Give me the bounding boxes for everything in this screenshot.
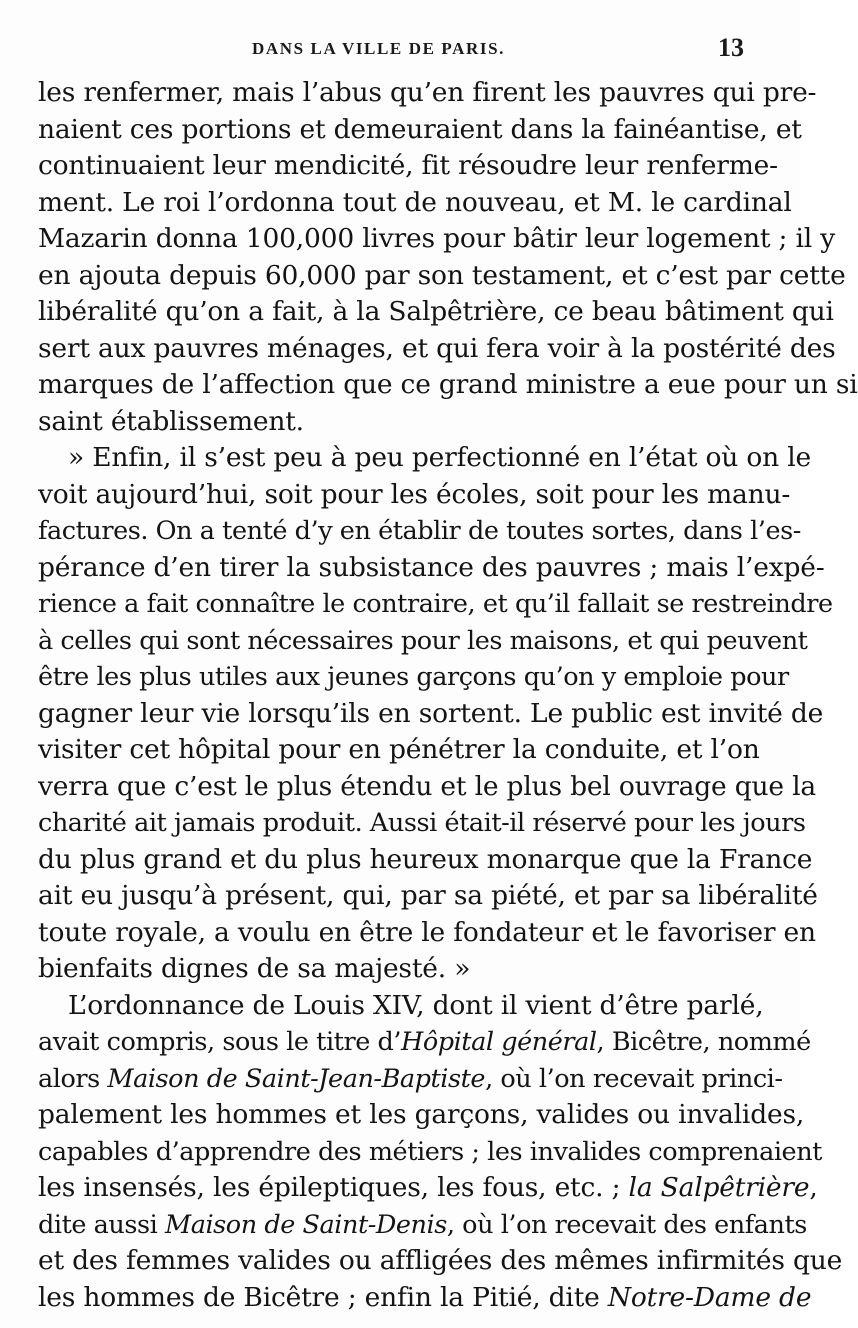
text-line: capables d’apprendre des métiers ; les invalides comprenaient [38, 1136, 822, 1167]
text-line: ment. Le roi l’ordonna tout de nouveau, et M. le cardinal [38, 186, 792, 218]
text-line: sert aux pauvres ménages, et qui fera voir à la postérité des [38, 332, 836, 364]
text-line: verra que c’est le plus étendu et le plus bel ouvrage que la [38, 770, 816, 802]
text-line: les insensés, les épileptiques, les fous, etc. ; la Salpêtrière, [38, 1172, 818, 1203]
text-line: être les plus utiles aux jeunes garçons qu’on y emploie pour [38, 662, 789, 692]
text-line: les renfermer, mais l’abus qu’en firent les pauvres qui pre- [38, 77, 817, 108]
running-title: DANS LA VILLE DE PARIS. [252, 39, 505, 58]
text-line: gagner leur vie lorsqu’ils en sortent. Le public est invité de [38, 697, 824, 729]
text-line: » Enfin, il s’est peu à peu perfectionné en l’état où on le [68, 442, 811, 473]
text-line: rience a fait connaître le contraire, et qu’il fallait se restreindre [38, 589, 833, 619]
text-line: L’ordonnance de Louis XIV, dont il vient d’être parlé, [68, 989, 764, 1021]
text-line: palement les hommes et les garçons, valides ou invalides, [38, 1099, 805, 1130]
text-line: bienfaits dignes de sa majesté. » [38, 953, 471, 984]
text-line: ait eu jusqu’à présent, qui, par sa piété, et par sa libéralité [38, 880, 818, 911]
text-line: les hommes de Bicêtre ; enfin la Pitié, dite Notre-Dame de [38, 1281, 812, 1313]
text-line: charité ait jamais produit. Aussi était-il réservé pour les jours [38, 808, 806, 838]
text-line: avait compris, sous le titre d’Hôpital général, Bicêtre, nommé [38, 1027, 811, 1057]
text-line: naient ces portions et demeuraient dans la fainéantise, et [38, 113, 802, 145]
text-line: pérance d’en tirer la subsistance des pauvres ; mais l’expé- [38, 551, 825, 583]
text-line: à celles qui sont nécessaires pour les maisons, et qui peuvent [38, 625, 808, 656]
text-line: du plus grand et du plus heureux monarque que la France [38, 843, 813, 875]
body-text [38, 75, 858, 1316]
text-line: libéralité qu’on a fait, à la Salpêtrière, ce beau bâtiment qui [38, 296, 834, 327]
text-line: Mazarin donna 100,000 livres pour bâtir leur logement ; il y [38, 223, 836, 254]
text-line: visiter cet hôpital pour en pénétrer la conduite, et l’on [38, 734, 760, 765]
page-number: 13 [718, 33, 744, 62]
text-line: en ajouta depuis 60,000 par son testament, et c’est par cette [38, 259, 846, 291]
text-line: et des femmes valides ou affligées des mêmes infirmités que [38, 1245, 843, 1276]
text-line: voit aujourd’hui, soit pour les écoles, soit pour les manu- [38, 478, 791, 510]
text-line: saint établissement. [38, 405, 304, 437]
text-line: toute royale, a voulu en être le fondateur et le favoriser en [38, 916, 816, 948]
text-line: dite aussi Maison de Saint-Denis, où l’on recevait des enfants [38, 1209, 807, 1240]
text-line: alors Maison de Saint-Jean-Baptiste, où l’on recevait princi- [38, 1063, 783, 1094]
text-line: continuaient leur mendicité, fit résoudre leur renferme- [38, 150, 778, 181]
page-header [40, 33, 744, 63]
text-line: factures. On a tenté d’y en établir de toutes sortes, dans l’es- [38, 516, 801, 546]
text-line: marques de l’affection que ce grand ministre a eue pour un si [38, 369, 858, 400]
